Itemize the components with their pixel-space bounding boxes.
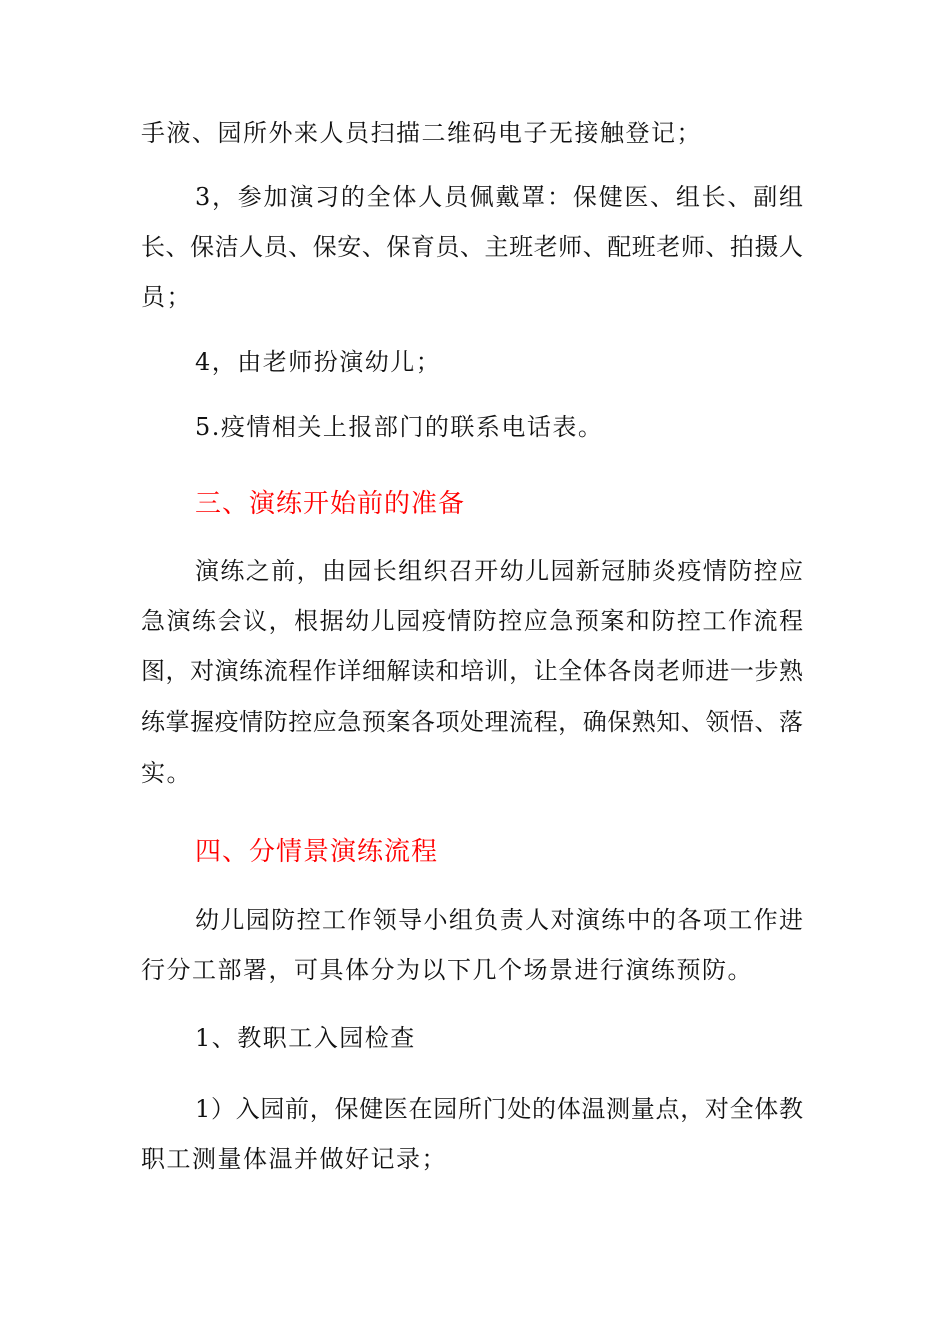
paragraph-line: 手液、园所外来人员扫描二维码电子无接触登记；	[141, 119, 702, 147]
section-heading-3: 三、演练开始前的准备	[195, 489, 466, 519]
paragraph-line: 幼儿园防控工作领导小组负责人对演练中的各项工作进	[195, 906, 803, 934]
paragraph-line: 练掌握疫情防控应急预案各项处理流程，确保熟知、领悟、落	[141, 708, 803, 736]
paragraph-line: 图，对演练流程作详细解读和培训，让全体各岗老师进一步熟	[141, 657, 803, 685]
list-item-5: 5.疫情相关上报部门的联系电话表。	[195, 413, 604, 441]
paragraph-line: 行分工部署，可具体分为以下几个场景进行演练预防。	[141, 956, 753, 984]
list-item-3: 3，参加演习的全体人员佩戴罩：保健医、组长、副组	[195, 183, 803, 211]
paragraph-line: 员；	[141, 283, 192, 311]
subsection-heading: 1、教职工入园检查	[195, 1024, 416, 1052]
section-heading-4: 四、分情景演练流程	[195, 837, 439, 867]
paragraph-line: 职工测量体温并做好记录；	[141, 1145, 447, 1173]
paragraph-line: 长、保洁人员、保安、保育员、主班老师、配班老师、拍摄人	[141, 233, 803, 261]
paragraph-line: 1）入园前，保健医在园所门处的体温测量点，对全体教	[195, 1095, 803, 1123]
list-item-4: 4，由老师扮演幼儿；	[195, 348, 442, 376]
paragraph-line: 演练之前，由园长组织召开幼儿园新冠肺炎疫情防控应	[195, 557, 803, 585]
paragraph-line: 实。	[141, 759, 192, 787]
paragraph-line: 急演练会议，根据幼儿园疫情防控应急预案和防控工作流程	[141, 607, 803, 635]
